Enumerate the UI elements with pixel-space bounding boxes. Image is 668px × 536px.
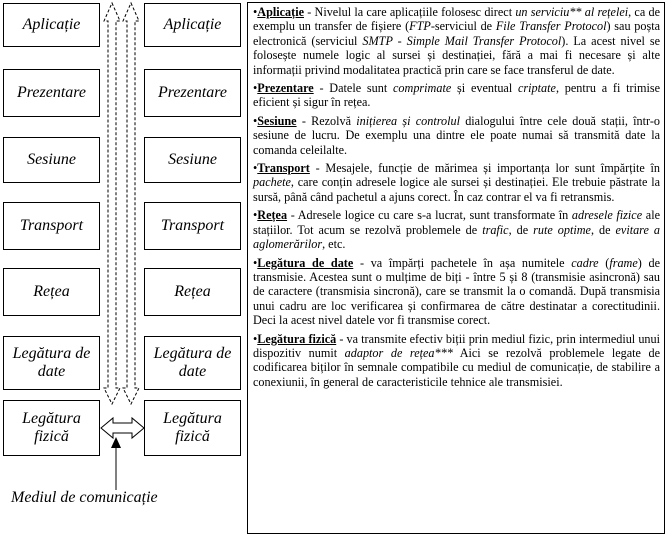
bullet: • [253, 81, 258, 96]
bullet: • [253, 113, 258, 128]
text: ( [598, 255, 610, 270]
description-6 [253, 256, 660, 328]
bullet: • [253, 208, 258, 223]
right-layer-data-link: Legătura de date [144, 336, 241, 390]
left-layer-transport: Transport [3, 202, 100, 250]
text: , de [590, 222, 616, 237]
medium-label: Mediul de comunicație [11, 489, 158, 506]
italic-text: un serviciu** al rețelei [515, 5, 629, 19]
bullet: • [253, 331, 258, 346]
text: - Datele sunt [313, 81, 394, 96]
right-layer-network: Rețea [144, 268, 241, 316]
italic-text: SMTP - Simple Mail Transfer Protocol [362, 33, 562, 48]
text: dialogului între cele două stații, într-o sesiune de lucru. De exemplu una dintre ele poate numai să transmită date la comanda celeilalte. [253, 113, 660, 157]
left-layer-application: Aplicație [3, 3, 100, 47]
italic-text: File Transfer Protocol [495, 19, 607, 34]
text: ale stațiilor. Tot acum se rezolvă problemele de [253, 208, 660, 237]
left-layer-data-link: Legătura de date [3, 336, 100, 390]
left-layer-network: Rețea [3, 268, 100, 316]
description-term: Sesiune [257, 113, 297, 128]
text: - va transmite efectiv biții prin mediul fizic, prin intermediul unui dispozitiv numit [253, 331, 660, 360]
description-3 [253, 114, 660, 157]
italic-text: adresele fizice [571, 208, 643, 223]
text: - Adresele logice cu care s-a lucrat, sunt transformate în [287, 208, 572, 223]
physical-link-double-arrow [101, 418, 144, 438]
text: , care conțin adresele logice ale sursei și destinației. Ele trebuie păstrate la sursă, până când pachetul a ajuns corect. În caz contrar el va fi retransmis. [253, 175, 660, 204]
italic-text: cadre [571, 255, 599, 270]
italic-text: adaptor de rețea*** [344, 345, 453, 360]
text: și eventual [451, 81, 519, 96]
description-term: Rețea [257, 208, 288, 223]
layer-descriptions [247, 2, 665, 534]
right-layer-presentation: Prezentare [144, 69, 241, 117]
right-layer-session: Sesiune [144, 137, 241, 183]
text: - Rezolvă [296, 113, 357, 128]
text: ) de transmisie. Acestea sunt o mulțime de biți - între 5 și 8 (transmisie asincronă) sau de caractere (transmisia sincronă), care se transmit la o comandă. După transmisia unui cadru are loc verificarea și confirmarea de către destinatar a corectitudinii. Deci la acest nivel datele vor fi transmise corect. [253, 255, 661, 328]
italic-text: frame [609, 255, 638, 270]
italic-text: inițierea și controlul [356, 113, 460, 128]
italic-text: trafic [482, 222, 509, 237]
left-layer-presentation: Prezentare [3, 69, 100, 117]
italic-text: rute optime [533, 222, 591, 237]
left-layer-session: Sesiune [3, 137, 100, 183]
description-5 [253, 208, 660, 251]
description-term: Transport [257, 161, 310, 176]
text: , etc. [322, 237, 346, 252]
description-term: Aplicație [257, 5, 304, 19]
description-term: Prezentare [257, 81, 314, 96]
italic-text: criptate [518, 81, 556, 96]
italic-text: evitare a aglomerărilor [253, 222, 660, 252]
text: , ca de exemplu un transfer de fișiere ( [253, 5, 660, 34]
text: ). La acest nivel se folosește numele logic al sursei și destinației, fără a mai fi necesare și alte informații privind modalitatea practică prin care se face transferul de date. [253, 33, 660, 77]
italic-text: FTP [409, 19, 431, 34]
right-layer-application: Aplicație [144, 3, 241, 47]
italic-text: pachete [253, 175, 291, 190]
italic-text: comprimate [393, 81, 452, 96]
bullet: • [253, 161, 258, 176]
bullet: • [253, 255, 258, 270]
vertical-dashed-arrow-left [104, 3, 120, 404]
description-1 [253, 5, 660, 77]
text: Aici se rezolvă problemele legate de codificarea biților în semnale compatibile cu mediul de comunicație, de stabilire a conexiunii, în general de caracteristicile tehnice ale transmisiei. [253, 345, 660, 389]
text: , pentru a fi trimise eficient și sigur în rețea. [253, 81, 660, 110]
left-layer-physical: Legătura fizică [3, 400, 100, 456]
text: -serviciul de [430, 19, 496, 34]
text: - Nivelul la care aplicațiile folosesc direct [304, 5, 516, 19]
right-layer-transport: Transport [144, 202, 241, 250]
description-7 [253, 332, 660, 390]
text: , de [508, 222, 534, 237]
description-term: Legătura fizică [257, 331, 337, 346]
vertical-dashed-arrow-right [123, 3, 139, 404]
text: ) sau poșta electronică (serviciul [253, 19, 661, 48]
description-4 [253, 161, 660, 204]
bullet: • [253, 5, 258, 19]
text: - Mesajele, funcție de mărimea și importanța lor sunt împărțite în [309, 161, 660, 176]
right-layer-physical: Legătura fizică [144, 400, 241, 456]
description-term: Legătura de date [257, 255, 354, 270]
medium-pointer-arrowhead [111, 437, 121, 448]
text: - va împărți pachetele în așa numitele [353, 255, 572, 270]
description-2 [253, 81, 660, 110]
